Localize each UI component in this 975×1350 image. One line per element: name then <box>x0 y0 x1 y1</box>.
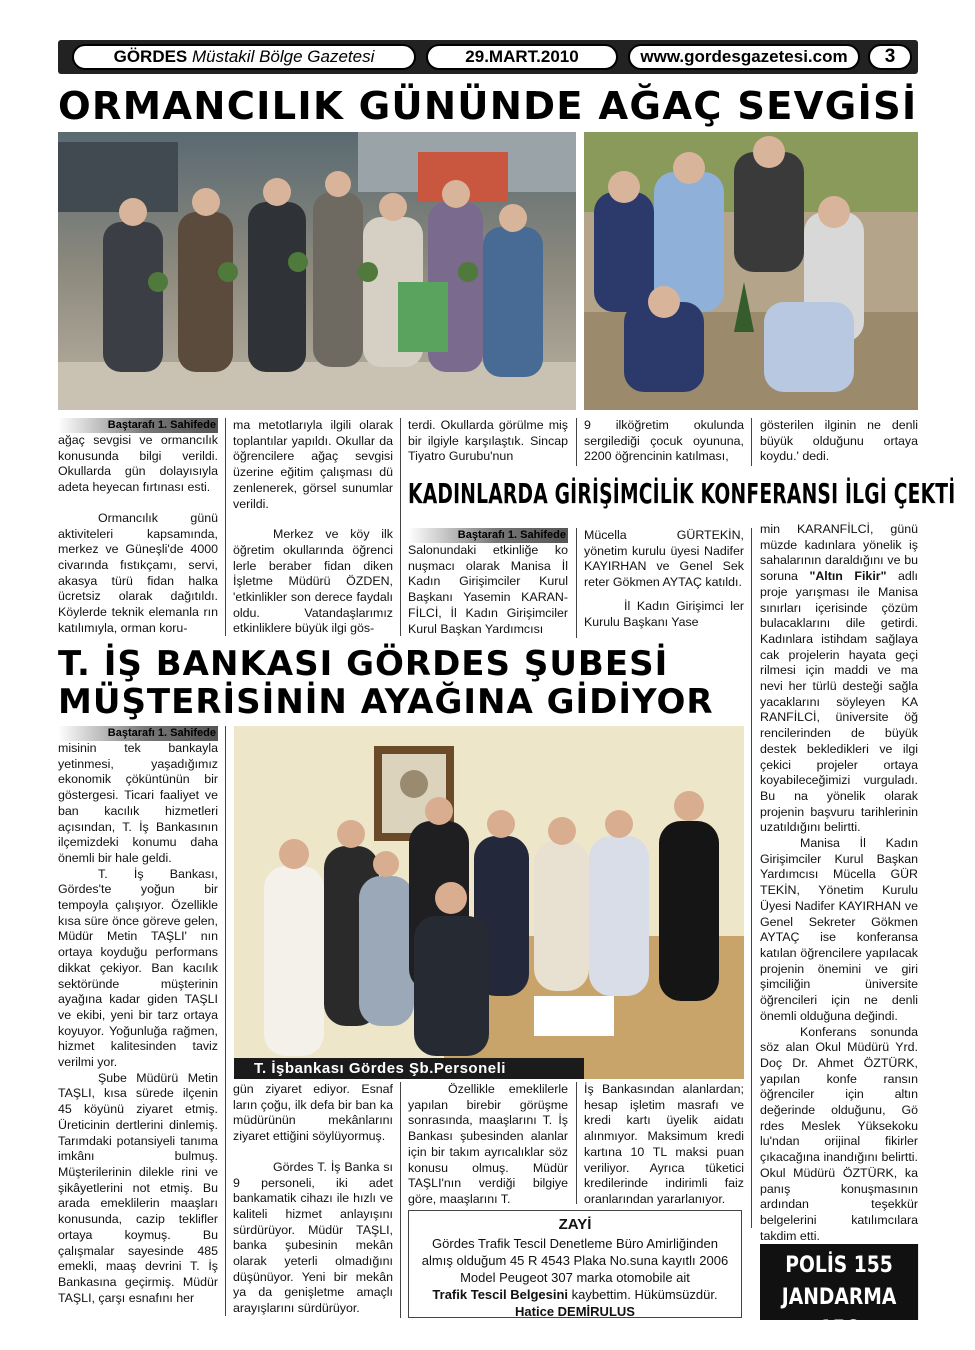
article1-col2 <box>233 418 393 637</box>
date-pill <box>426 44 618 70</box>
continued-tag: Baştarafı 1. Sahifede <box>408 528 568 543</box>
bank-photo-caption: T. İşbankası Gördes Şb.Personeli <box>234 1058 584 1079</box>
paragraph: T. İş Bankası, Gördes'te yoğun bir tempoyla çalışıyor. Özellikle kısa süre önce göreve gelen, Müdür Metin TAŞLI' nın ortaya koyduğu performans dikkat çekiyor. Ban kacılık sektöründe müşterinin ayağına kadar giden TAŞLI ve ekibi, yeni bir tarz ortaya koyuyor. Yoğunluğa rağmen, hizmet kalitesinden taviz verilmi yor. <box>58 866 218 1070</box>
article3-col1 <box>58 726 218 1306</box>
article2-col3 <box>760 522 918 1244</box>
article2-title: KADINLARDA GİRİŞİMCİLİK KONFERANSI İLGİ ÇEKTİ <box>408 478 956 510</box>
continued-tag: Baştarafı 1. Sahifede <box>58 726 218 741</box>
page-number-pill <box>868 44 912 70</box>
column-divider <box>576 418 577 466</box>
article1-col1 <box>58 418 218 636</box>
column-divider <box>576 528 577 638</box>
column-divider <box>751 418 752 466</box>
text-run: min KARANFİLCİ, günü müzde kadınlara yönelik iş sahalarının daraldığını ve bu soruna <box>760 522 918 584</box>
paragraph: Gördes T. İş Banka sı 9 personeli, iki adet bankamatik cihazı ile hızlı ve kaliteli hizmet anlayışını sürdürüyor. Müdür TAŞLI, banka şubesinin mekân olarak yeterli olmadığını düşünüyor. Yeni bir mekân ya da genişletme amaçlı arayışlarını sürdürüyor. <box>233 1159 393 1316</box>
paragraph: Merkez ve köy ilk öğretim okullarında öğrenci lerle beraber fidan diken İşletme Müdürü ÖZDEN, 'etkinlikler son derece faydalı oldu. Vatandaşlarımız etkinliklere büyük ilgi gös- <box>233 527 393 636</box>
issue-date: 29.MART.2010 <box>465 47 579 66</box>
paragraph: Özellikle emeklilerle yapılan birebir görüşme sonrasında, maaşlarını T. İş Bankası şubesinden alanlar için bir takım ayrıcalıklar söz konusu olmuş. Müdür TAŞLI'nın verdiği bilgiye göre, maaşlarını T. <box>408 1082 568 1206</box>
article3-col2 <box>233 1082 393 1317</box>
paragraph: İş Bankasından alanlardan; hesap işletim masrafı ve kredi kartı üyelik aidatı alınmıyor. Maksimum kredi kartına 10 TL maksi puan veriliyor. Ayrıca tüketici kredilerinde indirimli faiz oranlarından yararlanıyor. <box>584 1082 744 1206</box>
column-divider <box>400 418 401 636</box>
paragraph: gösterilen ilginin ne denli büyük olduğunu ortaya koydu.' dedi. <box>760 418 918 464</box>
paper-name: GÖRDES <box>113 47 188 66</box>
bank-staff-photo <box>234 726 744 1079</box>
children-planting-photo <box>584 132 918 410</box>
paragraph: ma metotlarıyla ilgili olarak toplantılar yapıldı. Okullar da öğrencilere ağaç sevgisi üzerine eğitim çalışması dü zenlenerek, görsel sunumlar verildi. <box>233 418 393 511</box>
text-run: adlı proje yarışması ile Manisa sınırları içerisinde çözüm bulacaklarını dile getirdi. Kadınlara istihdam sağlaya cak projelerin hayata geçi rilmesi için maddi ve ma nevi her türlü desteği sağla yacaklarını söyleyen KA RANFİLCİ, üniversite öğ rencilerinden de büyük destek bekledikleri ve ilgi çekici projeler ortaya koyabileceğimizi vurguladı. Bu na yönelik olarak projenin başvuru tarihlerinin uzatıldığını belirtti. <box>760 569 919 835</box>
altin-fikir-bold: "Altın Fikir" <box>809 569 887 584</box>
website-pill <box>628 44 860 70</box>
article3-title-line2: MÜŞTERİSİNİN AYAĞINA GİDİYOR <box>58 682 714 722</box>
article3-title-line1: T. İŞ BANKASI GÖRDES ŞUBESİ <box>58 644 669 684</box>
zayi-notice <box>408 1210 742 1318</box>
paragraph: ağaç sevgisi ve ormancılık konusunda bilgi verildi. Okullarda gün dolayısıyla adeta heyecan fırtınası esti. <box>58 433 218 495</box>
paragraph: Ormancılık günü aktiviteleri kapsamında, merkez ve Güneşli'de 4000 civarında fıstıkçamı, servi, akasya türü fidan halka ücretsiz olarak dağıtıldı. Köylerde teknik elemanla rın katılımıyla, orman koru- <box>58 510 218 635</box>
column-divider <box>400 1082 401 1318</box>
paragraph: terdi. Okullarda görülme miş bir ilgiyle karşılaştık. Sincap Tiyatro Gurubu'nun <box>408 418 568 464</box>
paragraph: misinin tek bankayla yetinmesi, yaşadığımız ekonomik çöküntünün bir göstergesi. Ticari faaliyet ve ban kacılık hizmetleri açısından, T. İş Bankasının ilçemizdeki konumu daha önemli bir hale geldi. <box>58 741 218 865</box>
paragraph: Salonundaki etkinliğe ko nuşmacı olarak Manisa İl Kadın Girişimciler Kurul Başkanı Yasemin KARAN-FİLCİ, İl Kadın Girişimciler Kurul Başkan Yardımcısı <box>408 543 568 636</box>
column-divider <box>576 1082 577 1204</box>
article2-col1 <box>408 528 568 637</box>
paragraph: İl Kadın Girişimci ler Kurulu Başkanı Yase <box>584 598 744 629</box>
article3-col3 <box>408 1082 568 1208</box>
gendarmerie-number: JANDARMA 156 <box>781 1285 897 1342</box>
police-number: POLİS 155 <box>785 1253 893 1278</box>
zayi-line <box>409 1286 741 1303</box>
column-divider <box>751 528 752 1228</box>
paragraph: Konferans sonunda söz alan Okul Müdürü Yrd. Doç Dr. Ahmet ÖZTÜRK, yapılan konfe ransın öğrenciler için altın değerinde olduğunu, Gö rdes Meslek Yüksekoku lu'ndan orijinal fikirler çıkacağına inandığını belirtti. Okul Müdürü ÖZTÜRK, ka panış konuşmasının ardından teşekkür belgelerini katılımcılara takdim etti. <box>760 1024 918 1243</box>
article3-col4 <box>584 1082 744 1208</box>
column-divider <box>225 726 226 1316</box>
paper-subtitle: Müstakil Bölge Gazetesi <box>192 47 375 66</box>
continued-tag: Baştarafı 1. Sahifede <box>58 418 218 433</box>
column-divider <box>225 418 226 636</box>
paragraph: 9 ilköğretim okulunda sergilediği çocuk oyununa, 2200 öğrencinin katılması, <box>584 418 744 464</box>
website-url: www.gordesgazetesi.com <box>640 47 848 66</box>
article1-col3 <box>408 418 568 465</box>
article1-col5 <box>760 418 918 465</box>
zayi-rest: kaybettim. Hükümsüzdür. <box>568 1287 718 1302</box>
zayi-title: ZAYİ <box>558 1216 592 1233</box>
paragraph: Mücella GÜRTEKİN, yönetim kurulu üyesi Nadifer KAYIRHAN ve Genel Sek reter Gökmen AYTAÇ katıldı. <box>584 528 744 590</box>
paragraph: gün ziyaret ediyor. Esnaf ların çoğu, ilk defa bir ban ka müdürünün mekânlarını ziyaret ettiğini söylüyormuş. <box>233 1082 393 1144</box>
paragraph: Şube Müdürü Metin TAŞLI, kısa sürede ilçenin 45 köyünü ziyaret etmiş. Üreticinin dertlerini dinlemiş. Tarımdaki potansiyeli tanıma imkânı bulmuş. Müşterilerinin dilekle rini ve şikâyetlerini not etmiş. Bu arada emeklilerin maaşları konusunda, cazip teklifler ortaya koymuş. Bu çalışmalar sayesinde 485 emekli, maaş devrini T. İş Bankasına geçirmiş. Müdür TAŞLI, çarşı esnafını her <box>58 1070 218 1305</box>
emergency-numbers-box <box>760 1244 918 1342</box>
paragraph: Manisa İl Kadın Girişimciler Kurul Başkan Yardımcısı Mücella GÜR TEKİN, Yönetim Kurulu Üyesi Nadifer KAYIRHAN ve Genel Sekreter Gökmen AYTAÇ ise konferansa katılan öğrencilere yapılacak projenin önemini ve giri şimciliğin üniversite öğrencileri için ne denli önemli olduğuna değindi. <box>760 836 918 1023</box>
article2-col2 <box>584 528 744 630</box>
paper-name-pill <box>72 44 416 70</box>
market-crowd-photo <box>58 132 576 410</box>
zayi-signature: Hatice DEMİRULUS <box>515 1304 635 1319</box>
paragraph <box>760 522 918 836</box>
article1-title: ORMANCILIK GÜNÜNDE AĞAÇ SEVGİSİ <box>58 84 918 129</box>
zayi-body: Gördes Trafik Tescil Denetleme Büro Amirliğinden almış olduğum 45 R 4543 Plaka No.suna kayıtlı 2006 Model Peugeot 307 marka otomobile ait <box>421 1236 729 1285</box>
zayi-bold: Trafik Tescil Belgesini <box>432 1287 569 1302</box>
article1-col4 <box>584 418 744 465</box>
page-number: 3 <box>884 46 896 67</box>
